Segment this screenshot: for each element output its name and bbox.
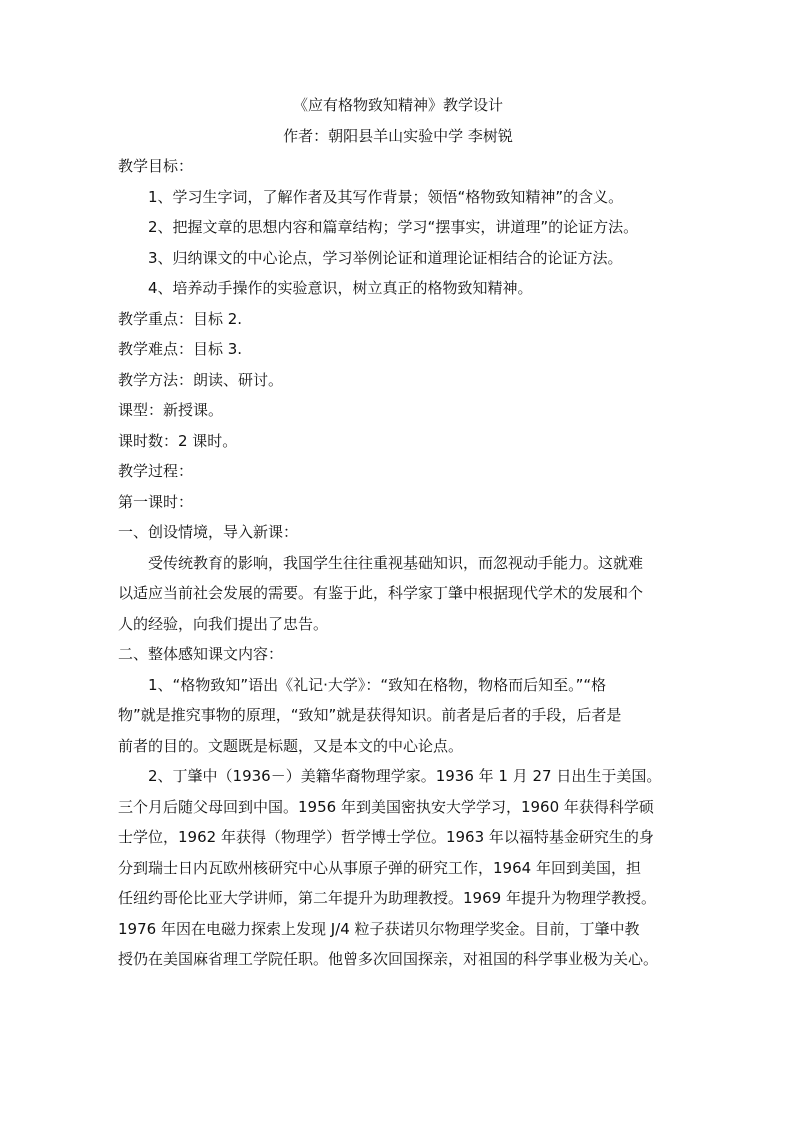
overview-paragraph-1-line: 物”就是推究事物的原理，“致知”就是获得知识。前者是后者的手段，后者是 — [118, 706, 622, 724]
overview-paragraph-2-line: 任纽约哥伦比亚大学讲师，第二年提升为助理教授。1969 年提升为物理学教授。 — [118, 889, 656, 907]
overview-paragraph-2-line: 三个月后随父母回到中国。1956 年到美国密执安大学学习，1960 年获得科学硕 — [118, 797, 654, 816]
overview-paragraph-2-line: 分到瑞士日内瓦欧州核研究中心从事原子弹的研究工作，1964 年回到美国，担 — [118, 858, 641, 877]
section-heading-overview: 二、整体感知课文内容： — [118, 645, 284, 663]
overview-paragraph-2-line: 授仍在美国麻省理工学院任职。他曾多次回国探亲，对祖国的科学事业极为关心。 — [118, 950, 659, 968]
section-heading-goals: 教学目标： — [118, 157, 194, 175]
intro-paragraph-line: 人的经验，向我们提出了忠告。 — [118, 614, 329, 633]
first-lesson-heading: 第一课时： — [118, 492, 194, 511]
document-title: 《应有格物致知精神》教学设计 — [292, 96, 503, 114]
intro-paragraph-line: 以适应当前社会发展的需要。有鉴于此，科学家丁肇中根据现代学术的发展和个 — [118, 584, 644, 602]
goal-item-4: 4、培养动手操作的实验意识，树立真正的格物致知精神。 — [148, 279, 533, 297]
overview-paragraph-2-line: 士学位，1962 年获得（物理学）哲学博士学位。1963 年以福特基金研究生的身 — [118, 828, 654, 846]
document-page — [118, 90, 678, 975]
section-heading-intro: 一、创设情境，导入新课： — [118, 523, 299, 541]
difficult-point-line: 教学难点：目标 3. — [118, 340, 243, 358]
goal-item-3: 3、归纳课文的中心论点，学习举例论证和道理论证相结合的论证方法。 — [148, 248, 623, 267]
teaching-method-line: 教学方法：朗读、研讨。 — [118, 370, 284, 389]
key-point-line: 教学重点：目标 2. — [118, 309, 243, 328]
document-author: 作者：朝阳县羊山实验中学 李树锐 — [283, 126, 513, 145]
overview-paragraph-2-line: 2、丁肇中（1936－）美籍华裔物理学家。1936 年 1 月 27 日出生于美国。 — [148, 767, 662, 785]
overview-paragraph-1-line: 1、“格物致知”语出《礼记·大学》：“致知在格物，物格而后知至。”“格 — [148, 675, 607, 694]
overview-paragraph-2-line: 1976 年因在电磁力探索上发现 J/4 粒子获诺贝尔物理学奖金。目前，丁肇中教 — [118, 919, 640, 938]
lesson-hours-line: 课时数：2 课时。 — [118, 431, 238, 450]
overview-paragraph-1-line: 前者的目的。文题既是标题，又是本文的中心论点。 — [118, 736, 464, 755]
lesson-type-line: 课型：新授课。 — [118, 401, 224, 419]
goal-item-1: 1、学习生字词，了解作者及其写作背景；领悟“格物致知精神”的含义。 — [148, 187, 624, 206]
teaching-process-heading: 教学过程： — [118, 462, 194, 480]
intro-paragraph-line: 受传统教育的影响，我国学生往往重视基础知识，而忽视动手能力。这就难 — [148, 553, 644, 572]
goal-item-2: 2、把握文章的思想内容和篇章结构；学习“摆事实，讲道理”的论证方法。 — [148, 218, 639, 236]
